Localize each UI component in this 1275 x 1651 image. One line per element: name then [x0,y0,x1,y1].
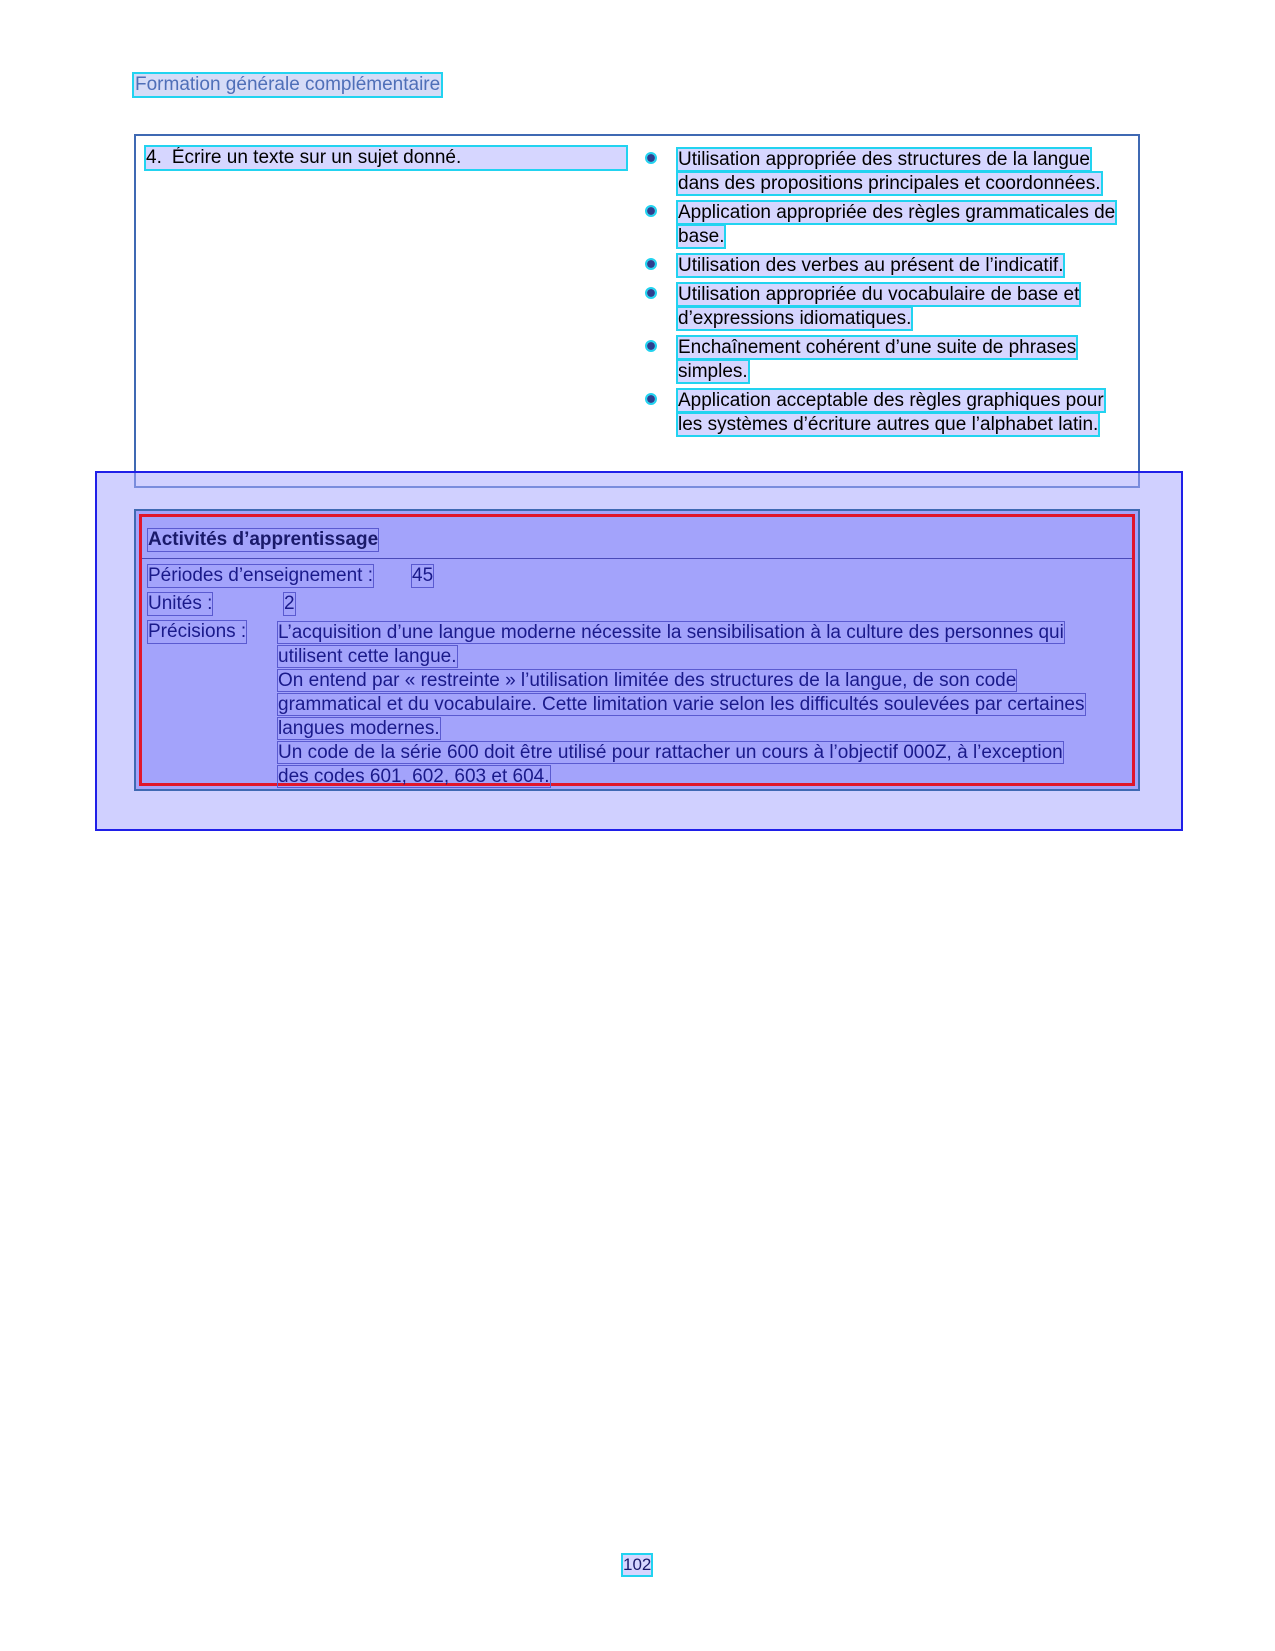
precision-paragraph: Un code de la série 600 doit être utilisé pour rattacher un cours à l’objectif 000Z, à l’exception des codes 601, 602, 603 et 604. [278,742,1063,787]
activities-divider [142,558,1132,559]
objective-number: 4. [146,147,162,168]
precision-paragraph: L’acquisition d’une langue moderne nécessite la sensibilisation à la culture des personnes qui utilisent cette langue. [278,622,1064,667]
bullet-icon [647,207,655,215]
page-number: 102 [623,1555,652,1574]
periods-row [148,565,434,587]
criteria-item: Utilisation appropriée des structures de la langue dans des propositions principales et coordonnées. [647,148,1117,196]
criteria-item: Utilisation appropriée du vocabulaire de base et d’expressions idiomatiques. [647,283,1117,331]
precision-paragraph: On entend par « restreinte » l’utilisation limitée des structures de la langue, de son code grammatical et du vocabulaire. Cette limitation varie selon les difficultés soulevées par certaines langues modernes. [278,670,1085,739]
criteria-item: Utilisation des verbes au présent de l’indicatif. [647,254,1117,278]
objective-text: Écrire un texte sur un sujet donné. [171,147,462,168]
bullet-icon [647,260,655,268]
precisions-label: Précisions : [148,621,247,642]
bullet-icon [647,342,655,350]
learning-activities-box [134,509,1140,791]
units-value: 2 [284,593,295,614]
criteria-item: Application appropriée des règles grammaticales de base. [647,201,1117,249]
objective-statement [146,147,626,169]
units-row [148,593,295,615]
bullet-icon [647,395,655,403]
bullet-icon [647,289,655,297]
criteria-list [647,148,1117,442]
units-label: Unités : [148,593,213,614]
criteria-item: Enchaînement cohérent d’une suite de phrases simples. [647,336,1117,384]
bullet-icon [647,154,655,162]
precisions-text [278,621,1093,789]
section-header: Formation générale complémentaire [135,74,441,95]
objective-criteria-table [134,134,1140,488]
criteria-item: Application acceptable des règles graphiques pour les systèmes d’écriture autres que l’alphabet latin. [647,389,1117,437]
activities-highlight-frame [139,514,1135,786]
periods-value: 45 [412,565,434,586]
periods-label: Périodes d’enseignement : [148,565,373,586]
activities-title: Activités d’apprentissage [148,529,379,550]
